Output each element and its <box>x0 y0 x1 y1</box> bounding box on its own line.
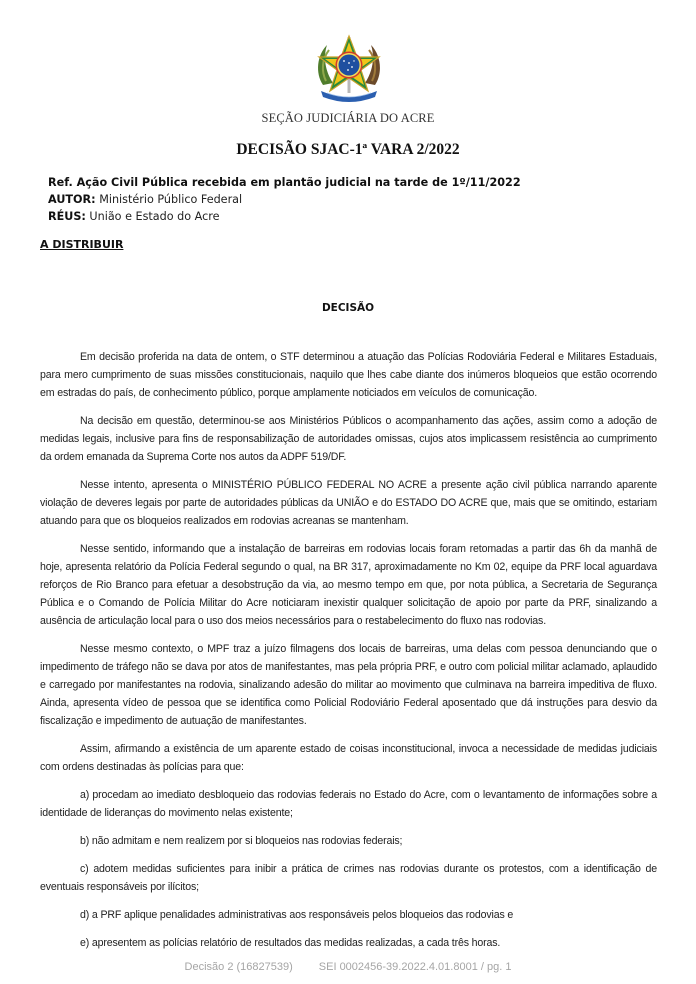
paragraph: Nesse intento, apresenta o MINISTÉRIO PÚBLICO FEDERAL NO ACRE a presente ação civil pública narrando aparente violação de deveres legais por parte de autoridades públicas da UNIÃO e do ESTADO DO ACRE que, mais que se omitindo, estariam atuando para que os bloqueios realizados em rodovias acreanas se mantenham. <box>40 479 657 527</box>
author-value: Ministério Público Federal <box>95 193 243 206</box>
paragraph: Assim, afirmando a existência de um aparente estado de coisas inconstitucional, invoca a necessidade de medidas judiciais com ordens destinadas às polícias para que: <box>40 743 657 773</box>
defendants-value: União e Estado do Acre <box>85 210 220 223</box>
case-reference-text: Ref. Ação Civil Pública recebida em plantão judicial na tarde de 1º/11/2022 <box>48 176 521 189</box>
decision-body <box>40 348 657 962</box>
page-footer <box>0 961 696 973</box>
request-item-d: d) a PRF aplique penalidades administrativas aos responsáveis pelos bloqueios das rodovias e <box>80 909 514 921</box>
paragraph: Nesse sentido, informando que a instalação de barreiras em rodovias locais foram retomadas a partir das 6h da manhã de hoje, apresenta relatório da Polícia Federal segundo o qual, na BR 317, aproximadamente no Km 02, equipe da PRF local aguardava reforços de Rio Branco para efetuar a desobstrução da via, ao mesmo tempo em que, por nota pública, a Secretaria de Segurança Pública e o Comando de Polícia Militar do Acre noticiaram inexistir qualquer solicitação de apoio por parte da PRF, sinalizando a ausência de articulação local para o uso dos meios necessários para o restabelecimento do fluxo nas rodovias. <box>40 543 657 627</box>
author-line <box>48 191 521 208</box>
paragraph: Na decisão em questão, determinou-se aos Ministérios Públicos o acompanhamento das ações, assim como a adoção de medidas legais, inclusive para fins de responsabilização de autoridades omissas, cujos atos implicassem resistência ao cumprimento da ordem emanada da Suprema Corte nos autos da ADPF 519/DF. <box>40 415 657 463</box>
document-title: DECISÃO SJAC-1ª VARA 2/2022 <box>236 141 460 158</box>
author-label: AUTOR: <box>48 193 96 206</box>
paragraph: Em decisão proferida na data de ontem, o STF determinou a atuação das Polícias Rodoviária Federal e Militares Estaduais, para mero cumprimento de suas missões constitucionais, naquilo que lhes cabe diante dos inúmeros bloqueios que estão ocorrendo em estradas do país, de conhecimento público, porque amplamente noticiados em veículos de comunicação. <box>40 351 657 399</box>
decision-heading: DECISÃO <box>321 302 375 314</box>
request-item-b: b) não admitam e nem realizem por si bloqueios nas rodovias federais; <box>80 835 403 847</box>
court-section: SEÇÃO JUDICIÁRIA DO ACRE <box>261 111 435 125</box>
request-item-a: a) procedam ao imediato desbloqueio das rodovias federais no Estado do Acre, com o levantamento de informações sobre a identidade de lideranças do movimento nelas existente; <box>40 789 657 819</box>
case-reference <box>48 174 521 191</box>
brazil-coat-of-arms-icon <box>313 33 385 103</box>
footer-document-ref: Decisão 2 (16827539) <box>184 961 293 973</box>
defendants-line <box>48 208 521 225</box>
paragraph: Nesse mesmo contexto, o MPF traz a juízo filmagens dos locais de barreiras, uma delas com pessoa denunciando que o impedimento de tráfego não se dava por atos de manifestantes, mas pela própria PRF, e outro com policial militar aclamado, aplaudido e carregado por manifestantes na rodovia, sinalizando adesão do militar ao movimento que culminava na barreira impeditiva de fluxo. Ainda, apresenta vídeo de pessoa que se identifica como Policial Rodoviário Federal aposentado que dá instruções para desvio da fiscalização e impedimento de autuação de manifestantes. <box>40 643 657 727</box>
footer-sei-ref: SEI 0002456-39.2022.4.01.8001 / pg. 1 <box>318 961 512 973</box>
request-item-c: c) adotem medidas suficientes para inibir a prática de crimes nas rodovias durante os protestos, com a identificação de eventuais responsáveis por ilícitos; <box>40 863 657 893</box>
case-metadata <box>48 174 521 225</box>
defendants-label: RÉUS: <box>48 210 86 223</box>
distribution-note: A DISTRIBUIR <box>40 238 124 251</box>
request-item-e: e) apresentem as polícias relatório de resultados das medidas realizadas, a cada três horas. <box>80 937 501 949</box>
